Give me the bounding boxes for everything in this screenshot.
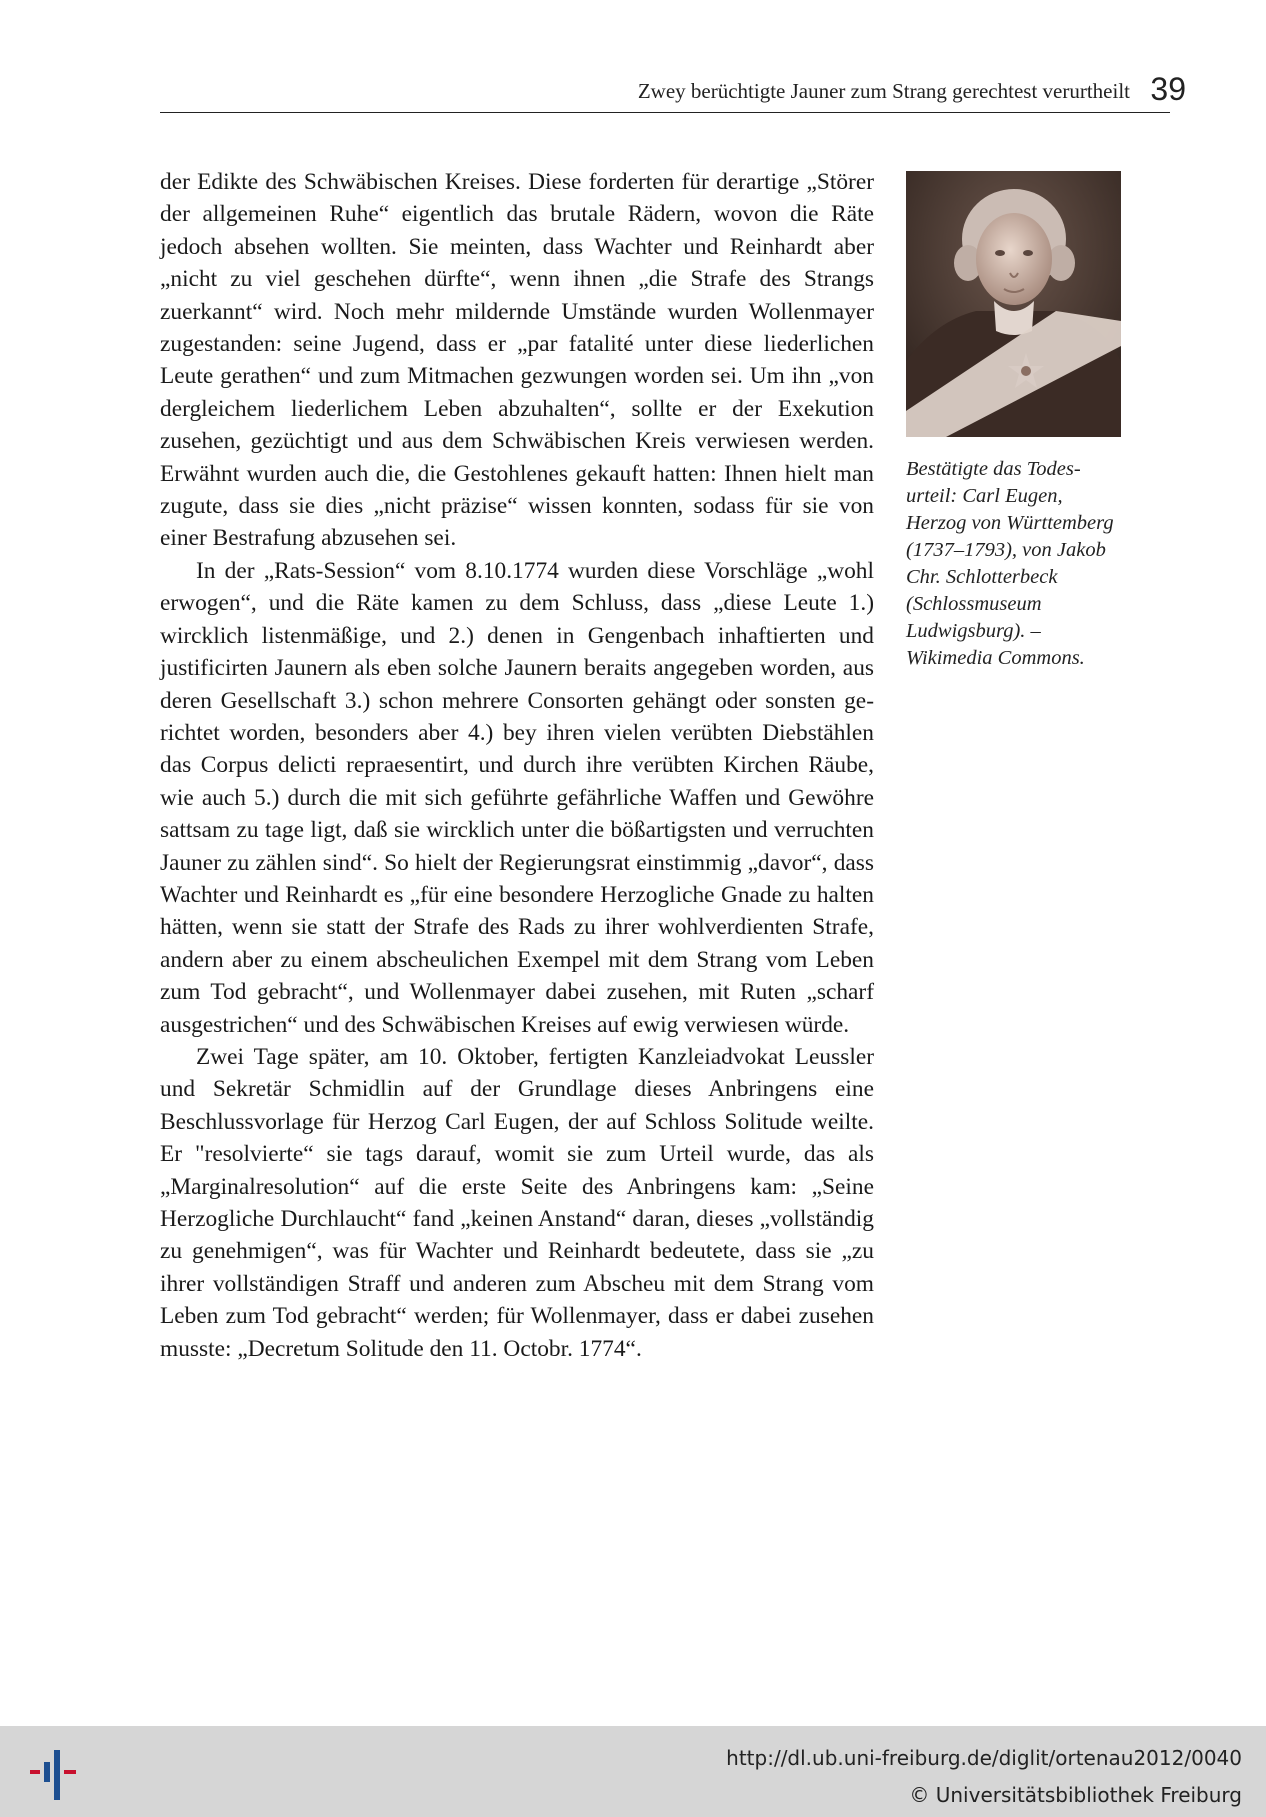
paragraph: Zwei Tage später, am 10. Oktober, fertigten Kanzleiadvokat Leussler und Sekretär Schmidlin auf der Grundlage dieses Anbringens eine Beschlussvorlage für Herzog Carl Eugen, der auf Schloss Solitude weilte. Er "resolvierte“ sie tags darauf, womit sie zum Urteil wurde, das als „Marginalresolution“ auf die erste Seite des Anbringens kam: „Seine Herzogliche Durchlaucht“ fand „keinen Anstand“ daran, dieses „vollständig zu genehmigen“, was für Wachter und Reinhardt bedeutete, dass sie „zu ihrer vollständigen Straff und anderen zum Abscheu mit dem Strang vom Leben zum Tod gebracht“ werden; für Wollenmayer, dass er dabei zusehen musste: „Decretum Solitude den 11. Octobr. 1774“.	[160, 1043, 874, 1362]
paragraph: der Edikte des Schwäbischen Kreises. Diese forderten für derartige „Störer der allgemeinen Ruhe“ eigentlich das brutale Rädern, wovon die Räte jedoch absehen wollten. Sie meinten, dass Wachter und Reinhardt aber „nicht zu viel geschehen dürfte“, wenn ihnen „die Strafe des Strangs zuerkannt“ wird. Noch mehr mildernde Umstände wurden Wollenmayer zugestanden: seine Jugend, dass er „par fatalité unter diese liederlichen Leute gerathen“ und zum Mitmachen gezwungen worden sei. Um ihn „von dergleichem liederlichem Leben abzuhalten“, sollte er der Exekution zusehen, gezüchtigt und aus dem Schwäbischen Kreis verwiesen werden. Erwähnt wurden auch die, die Gestohlenes gekauft hatten: Ihnen hielt man zugute, dass sie dies „nicht präzise“ wissen konnten, sodass für sie von einer Bestrafung abzusehen sei.	[160, 169, 874, 552]
footer-copyright: © Universitätsbibliothek Freiburg	[909, 1783, 1242, 1807]
portrait-image	[906, 171, 1121, 437]
footer-bar	[0, 1726, 1266, 1817]
figure-caption: Bestätigte das Todesurteil: Carl Eugen, Herzog von Württemberg (1737–1793), von Jakob Chr. Schlotterbeck (Schlossmuseum Ludwigsburg). – Wikimedia Commons.	[906, 458, 1114, 669]
library-logo-icon	[30, 1740, 80, 1804]
paragraph: In der „Rats-Session“ vom 8.10.1774 wurden diese Vorschläge „wohl erwogen“, und die Räte kamen zu dem Schluss, dass „diese Leute 1.) wircklich listenmäßige, und 2.) denen in Gengenbach inhaftierten und justificirten Jaunern als eben solche Jaunern beraits angegeben worden, aus deren Gesellschaft 3.) schon mehrere Consorten gehängt oder sonsten gerichtet worden, besonders aber 4.) bey ihren vielen verübten Diebstählen das Corpus delicti repraesentirt, und durch ihre verübten Kirchen Räube, wie auch 5.) durch die mit sich geführte gefährliche Waffen und Gewöhre sattsam zu tage ligt, daß sie wircklich unter die bößartigsten und verruchten Jauner zu zählen sind“. So hielt der Regierungsrat einstimmig „davor“, dass Wachter und Reinhardt es „für eine besondere Herzogliche Gnade zu halten hätten, wenn sie statt der Strafe des Rads zu ihrer wohlverdienten Strafe, andern aber zu einem abscheulichen Exempel mit dem Strang vom Leben zum Tod gebracht“, und Wollenmayer dabei zusehen, mit Ruten „scharf ausgestrichen“ und des Schwäbischen Kreises auf ewig verwiesen würde.	[160, 557, 874, 1038]
page-number: 39	[1150, 71, 1186, 107]
body-text	[160, 166, 874, 1365]
page-header	[160, 71, 1186, 113]
running-title: Zwey berüchtigte Jauner zum Strang gerechtest verurtheilt	[637, 79, 1130, 103]
footer-url[interactable]: http://dl.ub.uni-freiburg.de/diglit/ortenau2012/0040	[726, 1746, 1242, 1770]
